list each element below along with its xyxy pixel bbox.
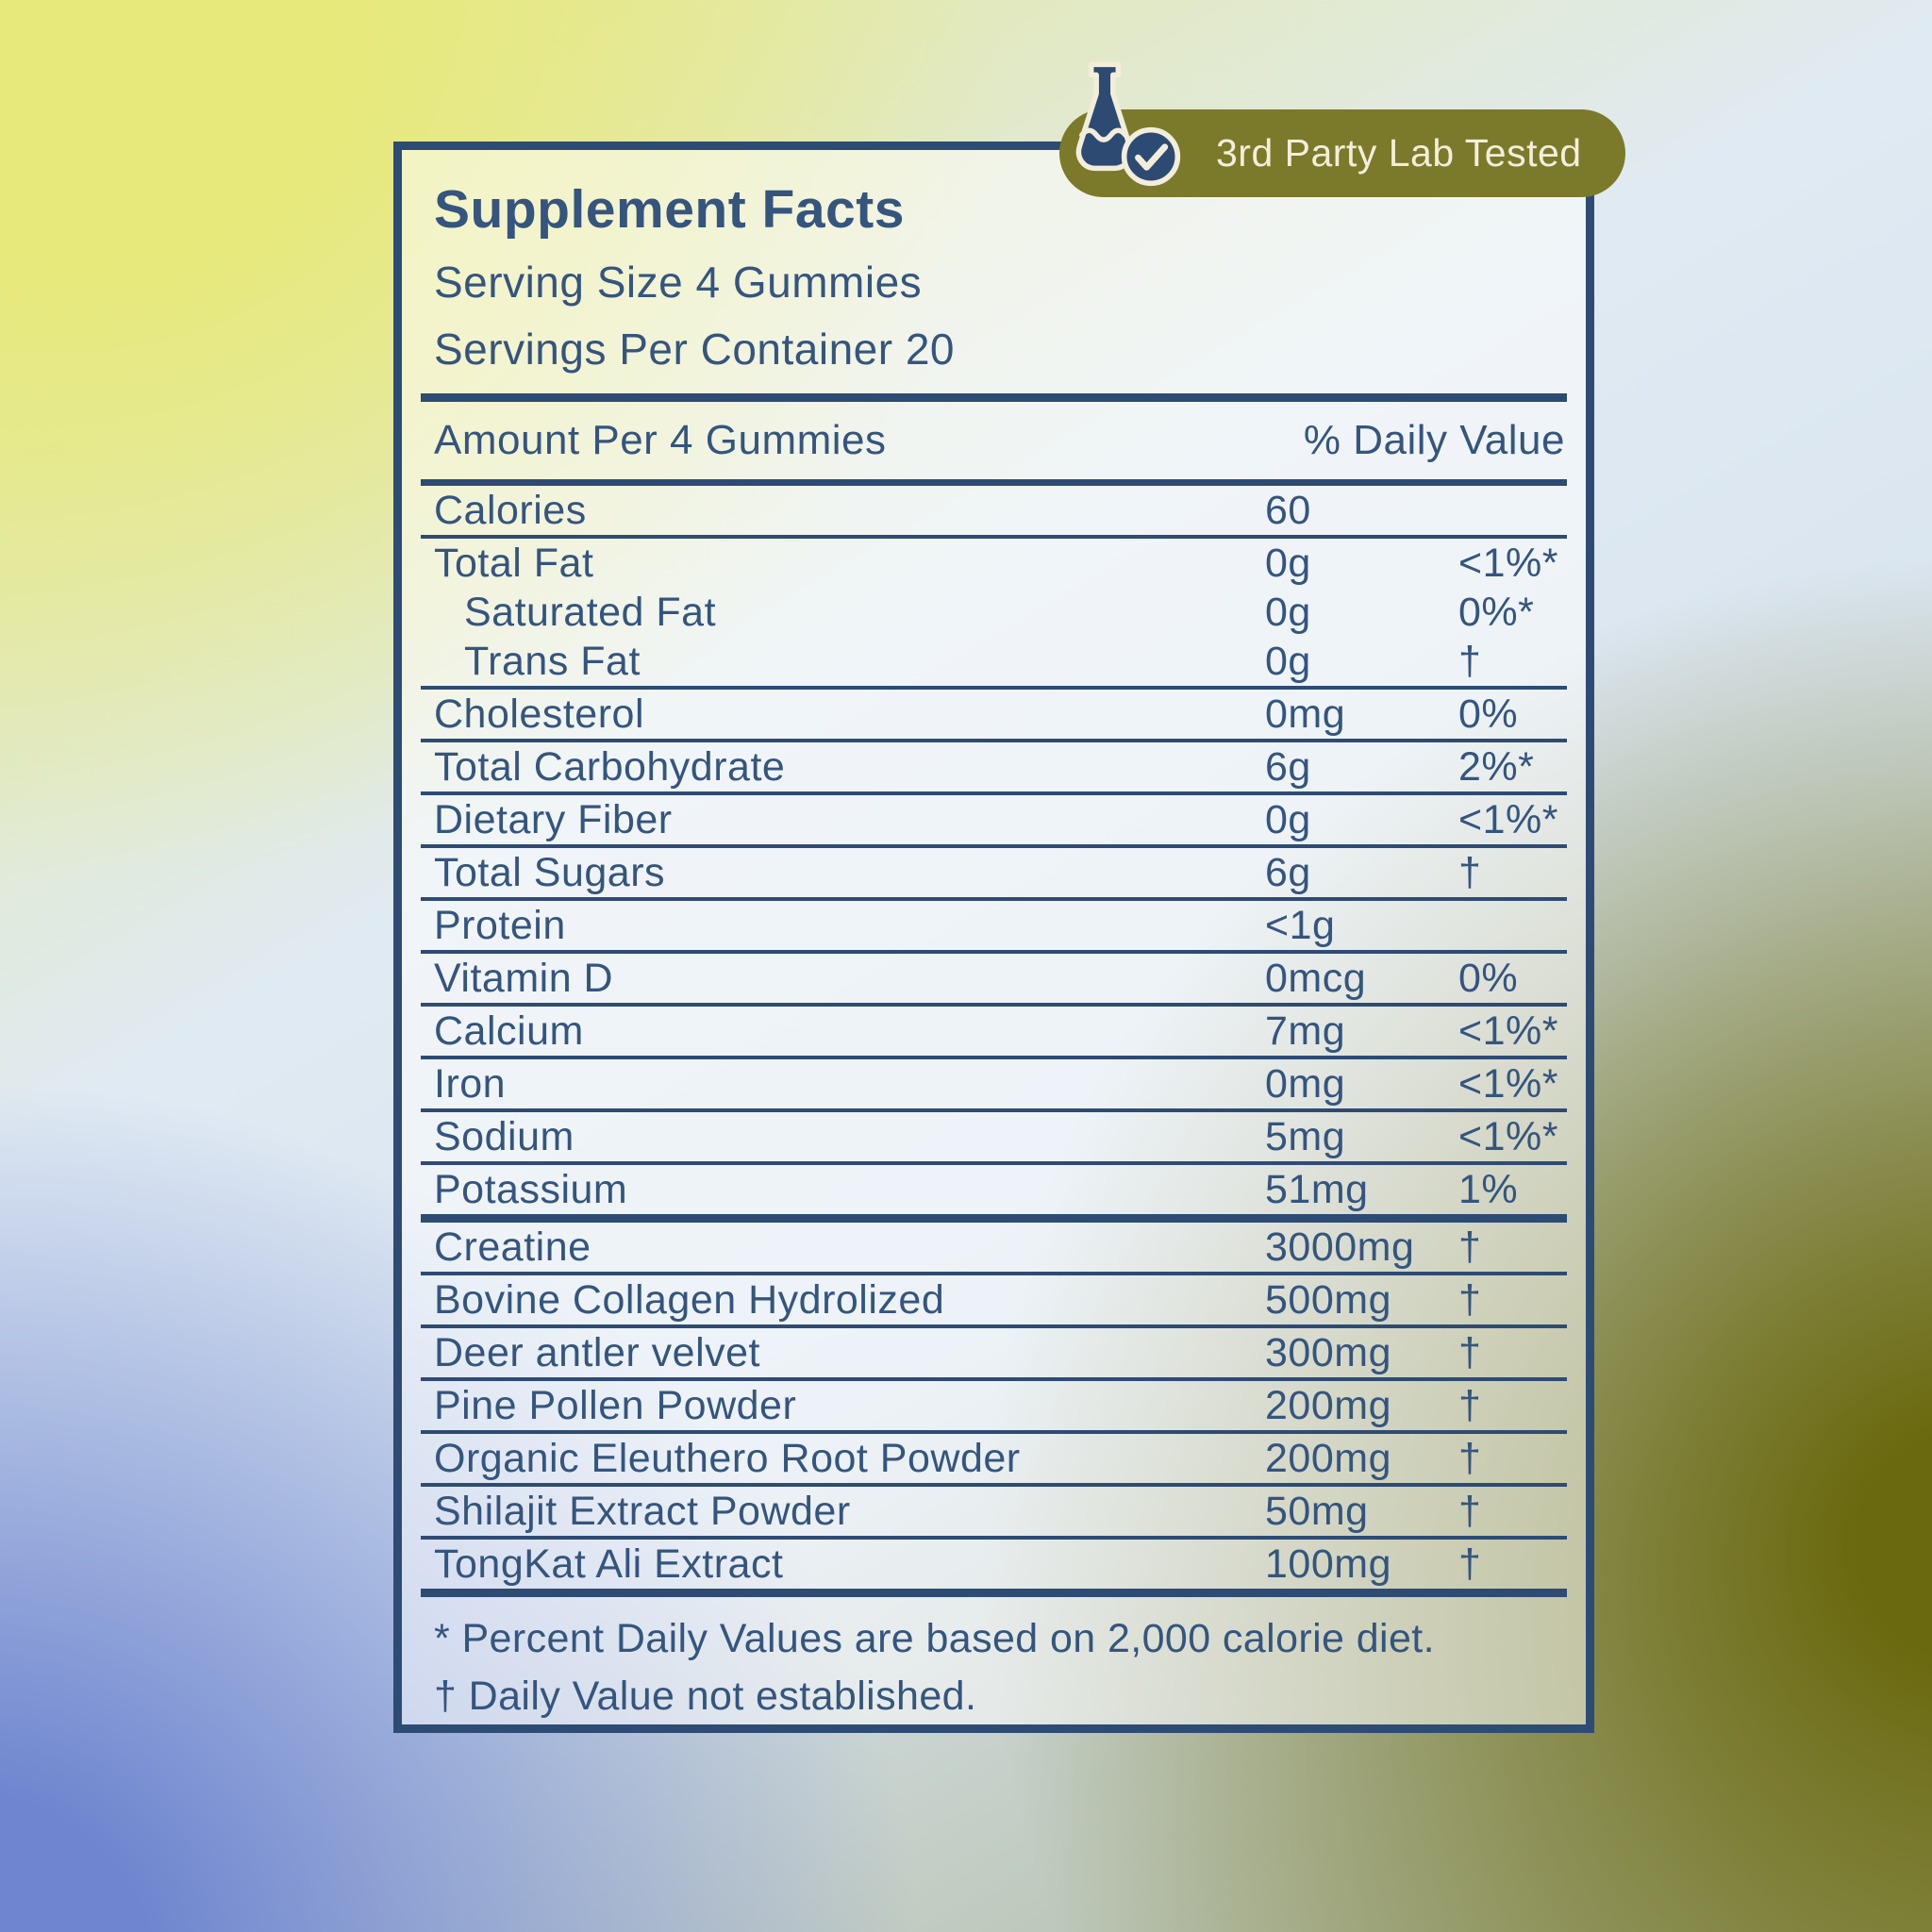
nutrient-amount: 0mg [1265, 1060, 1346, 1107]
nutrient-amount: 60 [1265, 487, 1311, 533]
nutrient-amount: 51mg [1265, 1166, 1369, 1212]
row-cholesterol [421, 686, 1567, 739]
row-bovine-collagen [421, 1272, 1567, 1324]
nutrient-label: Trans Fat [464, 638, 641, 684]
panel-title: Supplement Facts [434, 179, 905, 240]
nutrient-label: TongKat Ali Extract [434, 1541, 784, 1587]
footnote-daily-values: * Percent Daily Values are based on 2,000 calorie diet. [434, 1616, 1435, 1661]
nutrient-label: Saturated Fat [464, 589, 717, 635]
row-total-sugars [421, 844, 1567, 897]
nutrient-dv: 1% [1458, 1166, 1519, 1212]
nutrient-amount: 0g [1265, 589, 1311, 635]
nutrient-amount: 5mg [1265, 1113, 1346, 1159]
nutrient-label: Cholesterol [434, 691, 644, 737]
row-shilajit-extract-powder [421, 1483, 1567, 1536]
nutrient-amount: 0mg [1265, 691, 1346, 737]
divider-footnotes [421, 1589, 1567, 1597]
nutrient-amount: 300mg [1265, 1329, 1391, 1375]
nutrient-label: Deer antler velvet [434, 1329, 760, 1375]
row-calcium [421, 1003, 1567, 1056]
nutrient-dv: † [1458, 1224, 1482, 1270]
nutrient-label: Vitamin D [434, 955, 614, 1001]
nutrient-dv: 0% [1458, 955, 1519, 1001]
nutrient-label: Calories [434, 487, 587, 533]
nutrient-label: Calcium [434, 1008, 584, 1054]
row-pine-pollen-powder [421, 1377, 1567, 1430]
row-protein [421, 897, 1567, 950]
daily-value-column-header: % Daily Value [1303, 417, 1565, 463]
row-vitamin-d [421, 950, 1567, 1003]
nutrient-dv: 0%* [1458, 589, 1535, 635]
nutrient-amount: 0g [1265, 540, 1311, 586]
row-total-carbohydrate [421, 739, 1567, 791]
nutrient-label: Potassium [434, 1166, 628, 1212]
nutrient-dv: † [1458, 638, 1482, 684]
nutrient-label: Organic Eleuthero Root Powder [434, 1435, 1021, 1481]
nutrient-dv: † [1458, 1435, 1482, 1481]
nutrient-label: Total Sugars [434, 849, 666, 895]
row-dietary-fiber [421, 791, 1567, 844]
nutrient-amount: 6g [1265, 849, 1311, 895]
divider-header-bottom [421, 479, 1567, 486]
nutrient-amount: 0mcg [1265, 955, 1367, 1001]
nutrient-label: Protein [434, 902, 566, 948]
check-circle-icon [1119, 125, 1183, 189]
footnote-not-established: † Daily Value not established. [434, 1674, 977, 1720]
nutrient-dv: 0% [1458, 691, 1519, 737]
row-sodium [421, 1108, 1567, 1161]
lab-tested-badge-label: 3rd Party Lab Tested [1216, 131, 1582, 175]
nutrient-label: Dietary Fiber [434, 796, 673, 842]
nutrient-dv: <1%* [1458, 1060, 1558, 1107]
nutrient-dv: <1%* [1458, 796, 1558, 842]
nutrient-dv: † [1458, 1382, 1482, 1428]
row-total-fat [421, 535, 1567, 588]
nutrient-label: Creatine [434, 1224, 591, 1270]
row-eleuthero-root-powder [421, 1430, 1567, 1483]
row-tongkat-ali-extract [421, 1536, 1567, 1589]
nutrient-amount: 50mg [1265, 1488, 1369, 1534]
row-potassium [421, 1161, 1567, 1214]
footnotes [421, 1610, 1567, 1725]
serving-size: Serving Size 4 Gummies [434, 258, 923, 307]
nutrient-dv: † [1458, 1276, 1482, 1323]
nutrient-amount: 7mg [1265, 1008, 1346, 1054]
nutrient-dv: <1%* [1458, 1008, 1558, 1054]
divider-header-top [421, 393, 1567, 402]
row-saturated-fat [421, 588, 1567, 637]
column-header-row [421, 402, 1567, 479]
nutrient-dv: † [1458, 1329, 1482, 1375]
row-creatine [421, 1214, 1567, 1272]
row-deer-antler-velvet [421, 1324, 1567, 1377]
nutrient-amount: 0g [1265, 796, 1311, 842]
nutrient-label: Iron [434, 1060, 507, 1107]
nutrient-amount: 100mg [1265, 1541, 1391, 1587]
nutrient-dv: <1%* [1458, 540, 1558, 586]
nutrient-dv: <1%* [1458, 1113, 1558, 1159]
nutrient-amount: 6g [1265, 743, 1311, 790]
nutrient-amount: 0g [1265, 638, 1311, 684]
nutrient-amount: 200mg [1265, 1435, 1391, 1481]
servings-per-container: Servings Per Container 20 [434, 325, 956, 374]
nutrient-label: Pine Pollen Powder [434, 1382, 797, 1428]
row-trans-fat [421, 637, 1567, 686]
nutrient-dv: † [1458, 849, 1482, 895]
nutrient-dv: † [1458, 1488, 1482, 1534]
nutrient-label: Sodium [434, 1113, 575, 1159]
row-iron [421, 1056, 1567, 1108]
nutrient-label: Bovine Collagen Hydrolized [434, 1276, 945, 1323]
nutrient-dv: † [1458, 1541, 1482, 1587]
row-calories [421, 486, 1567, 535]
nutrient-label: Total Carbohydrate [434, 743, 786, 790]
nutrient-label: Shilajit Extract Powder [434, 1488, 851, 1534]
supplement-facts-panel [393, 142, 1594, 1733]
nutrient-amount: 200mg [1265, 1382, 1391, 1428]
nutrient-amount: 500mg [1265, 1276, 1391, 1323]
nutrient-label: Total Fat [434, 540, 594, 586]
nutrient-amount: <1g [1265, 902, 1336, 948]
nutrient-amount: 3000mg [1265, 1224, 1415, 1270]
nutrient-dv: 2%* [1458, 743, 1535, 790]
amount-column-header: Amount Per 4 Gummies [434, 417, 887, 463]
